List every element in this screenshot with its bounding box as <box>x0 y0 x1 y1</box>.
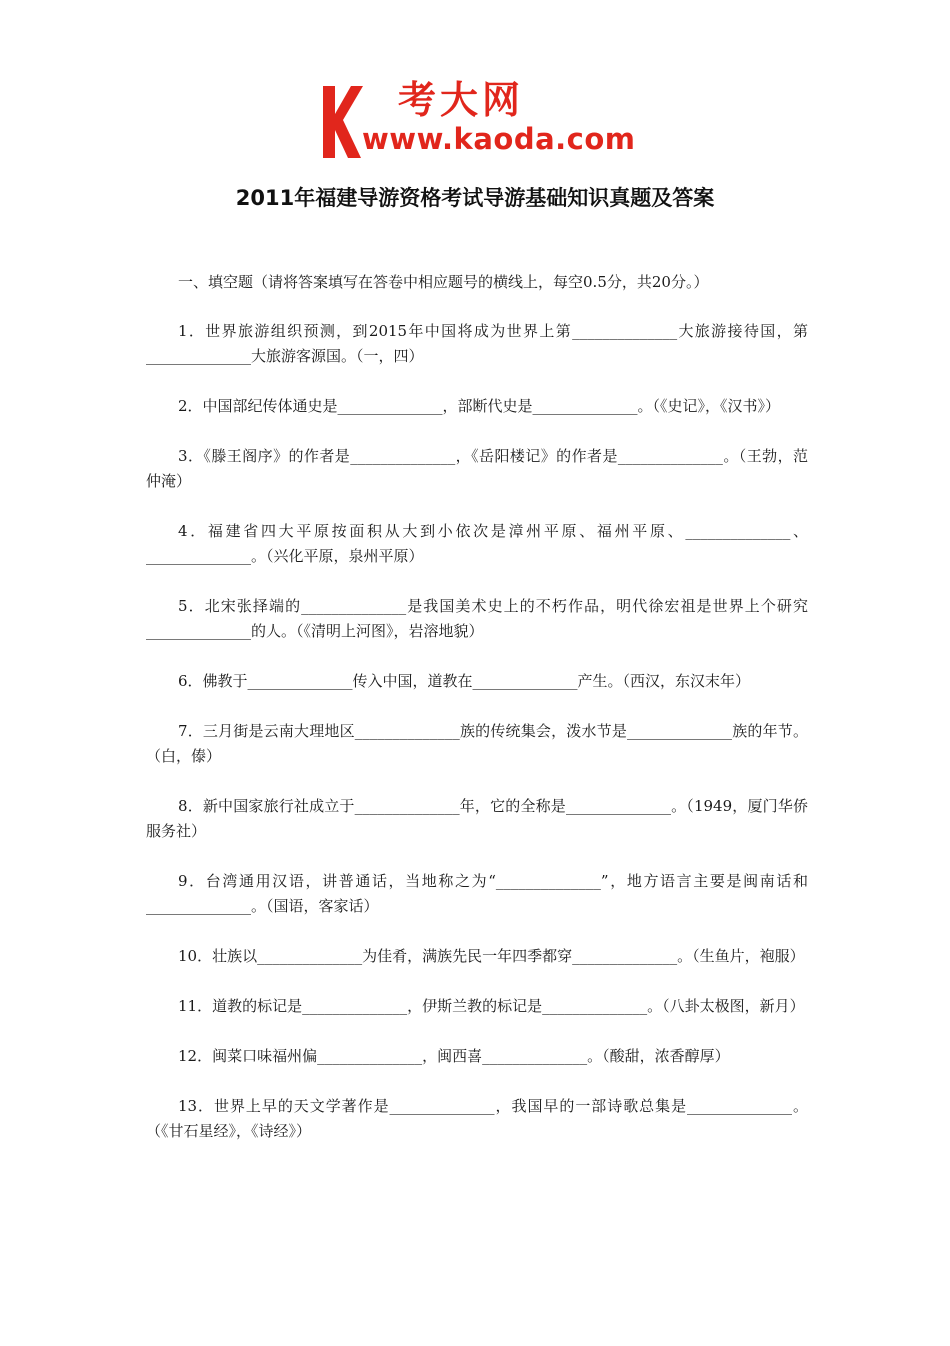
kaoda-k-logo-icon <box>320 80 364 160</box>
question-13: 13．世界上早的天文学著作是______________，我国早的一部诗歌总集是______________。（《甘石星经》，《诗经》） <box>146 1097 808 1140</box>
document-title: 2011年福建导游资格考试导游基础知识真题及答案 <box>235 186 715 210</box>
logo-brand-name: 考大网 <box>398 78 525 122</box>
question-11: 11．道教的标记是______________，伊斯兰教的标记是______________。（八卦太极图，新月） <box>178 997 805 1015</box>
question-6: 6．佛教于______________传入中国，道教在______________产生。（西汉，东汉末年） <box>178 672 751 690</box>
question-9: 9．台湾通用汉语，讲普通话，当地称之为“______________”，地方语言主要是闽南话和______________。（国语，客家话） <box>146 872 808 915</box>
question-12: 12．闽菜口味福州偏______________，闽西喜______________。（酸甜，浓香醇厚） <box>178 1047 730 1065</box>
document-body <box>146 270 808 1169</box>
question-1: 1．世界旅游组织预测，到2015年中国将成为世界上第______________大旅游接待国，第______________大旅游客源国。（一，四） <box>146 322 808 365</box>
question-4: 4．福建省四大平原按面积从大到小依次是漳州平原、福州平原、______________、______________。（兴化平原，泉州平原） <box>146 522 808 565</box>
question-8: 8．新中国家旅行社成立于______________年，它的全称是______________。（1949，厦门华侨服务社） <box>146 797 808 840</box>
question-10: 10．壮族以______________为佳肴，满族先民一年四季都穿______________。（生鱼片，袍服） <box>178 947 805 965</box>
question-2: 2．中国部纪传体通史是______________，部断代史是______________。（《史记》，《汉书》） <box>178 397 781 415</box>
question-3: 3．《滕王阁序》的作者是______________，《岳阳楼记》的作者是______________。（王勃，范仲淹） <box>146 447 808 490</box>
question-7: 7．三月街是云南大理地区______________族的传统集会，泼水节是______________族的年节。（白，傣） <box>146 722 808 765</box>
question-5: 5．北宋张择端的______________是我国美术史上的不朽作品，明代徐宏祖是世界上个研究______________的人。（《清明上河图》，岩溶地貌） <box>146 597 808 640</box>
kaoda-logo[interactable] <box>320 78 640 160</box>
logo-brand-url: www.kaoda.com <box>362 122 636 156</box>
section-heading: 一、填空题（请将答案填写在答卷中相应题号的横线上，每空0.5分，共20分。） <box>178 273 709 291</box>
